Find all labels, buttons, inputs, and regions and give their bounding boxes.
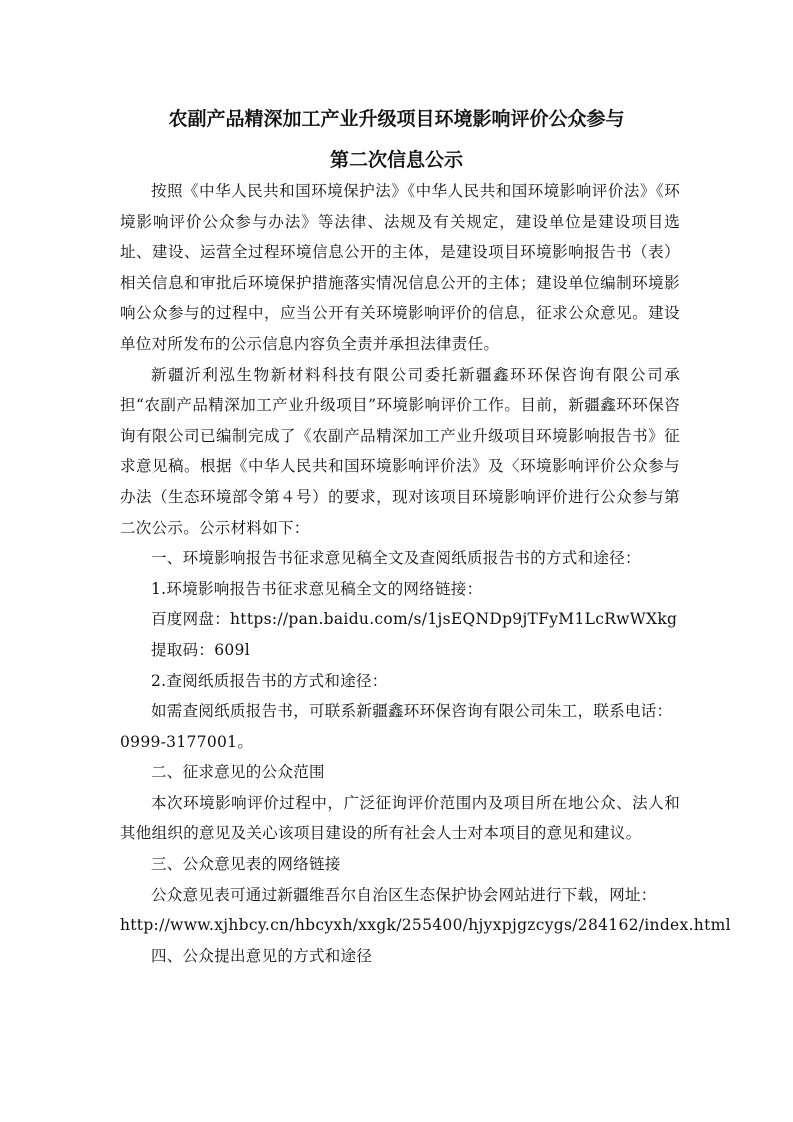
extraction-code-line [120, 635, 680, 666]
section-3-text: 公众意见表可通过新疆维吾尔自治区生态保护协会网站进行下载，网址： [151, 885, 657, 904]
opinion-form-url-line [120, 910, 731, 941]
section-3-heading: 三、公众意见表的网络链接 [151, 855, 341, 874]
intro-paragraph-1: 按照《中华人民共和国环境保护法》《中华人民共和国环境影响评价法》《环境影响评价公众参与办法》等法律、法规及有关规定，建设单位是建设项目选址、建设、运营全过程环境信息公开的主体，是建设项目环境影响报告书（表）相关信息和审批后环境保护措施落实情况信息公开的主体；建设单位编制环境影响公众参与的过程中，应当公开有关环境影响评价的信息，征求公众意见。建设单位对所发布的公示信息内容负全责并承担法律责任。 [120, 182, 680, 353]
netdisk-link[interactable]: https://pan.baidu.com/s/1jsEQNDp9jTFyM1LcRwWXkg [230, 610, 678, 629]
document-title: 农副产品精深加工产业升级项目环境影响评价公众参与 [168, 108, 625, 130]
opinion-form-link[interactable]: http://www.xjhbcy.cn/hbcyxh/xxgk/255400/hjyxpjgzcygs/284162/index.html [120, 916, 731, 935]
section-1-item-2-text: 如需查阅纸质报告书，可联系新疆鑫环环保咨询有限公司朱工，联系电话： [151, 702, 673, 721]
section-1-heading: 一、环境影响报告书征求意见稿全文及查阅纸质报告书的方式和途径： [151, 549, 641, 568]
section-1-item-2-heading: 2.查阅纸质报告书的方式和途径： [151, 671, 388, 690]
contact-phone: 0999-3177001。 [120, 732, 254, 751]
document-subtitle: 第二次信息公示 [329, 149, 463, 171]
extraction-code-label: 提取码： [151, 640, 215, 659]
intro-paragraph-2: 新疆沂利泓生物新材料科技有限公司委托新疆鑫环环保咨询有限公司承担“农副产品精深加工产业升级项目”环境影响评价工作。目前，新疆鑫环环保咨询有限公司已编制完成了《农副产品精深加工产业升级项目环境影响报告书》征求意见稿。根据《中华人民共和国环境影响评价法》及〈环境影响评价公众参与办法（生态环境部令第４号）的要求，现对该项目环境影响评价进行公众参与第二次公示。公示材料如下： [120, 365, 680, 537]
section-2-heading: 二、征求意见的公众范围 [151, 763, 325, 782]
document-body [120, 176, 731, 971]
extraction-code-value: 609l [214, 640, 250, 659]
section-4-heading: 四、公众提出意见的方式和途径 [151, 946, 373, 965]
section-1-item-1-heading: 1.环境影响报告书征求意见稿全文的网络链接： [151, 579, 483, 598]
section-2-text: 本次环境影响评价过程中，广泛征询评价范围内及项目所在地公众、法人和其他组织的意见及关心该项目建设的所有社会人士对本项目的意见和建议。 [120, 793, 680, 843]
netdisk-label: 百度网盘： [151, 610, 231, 629]
netdisk-line [120, 604, 680, 635]
